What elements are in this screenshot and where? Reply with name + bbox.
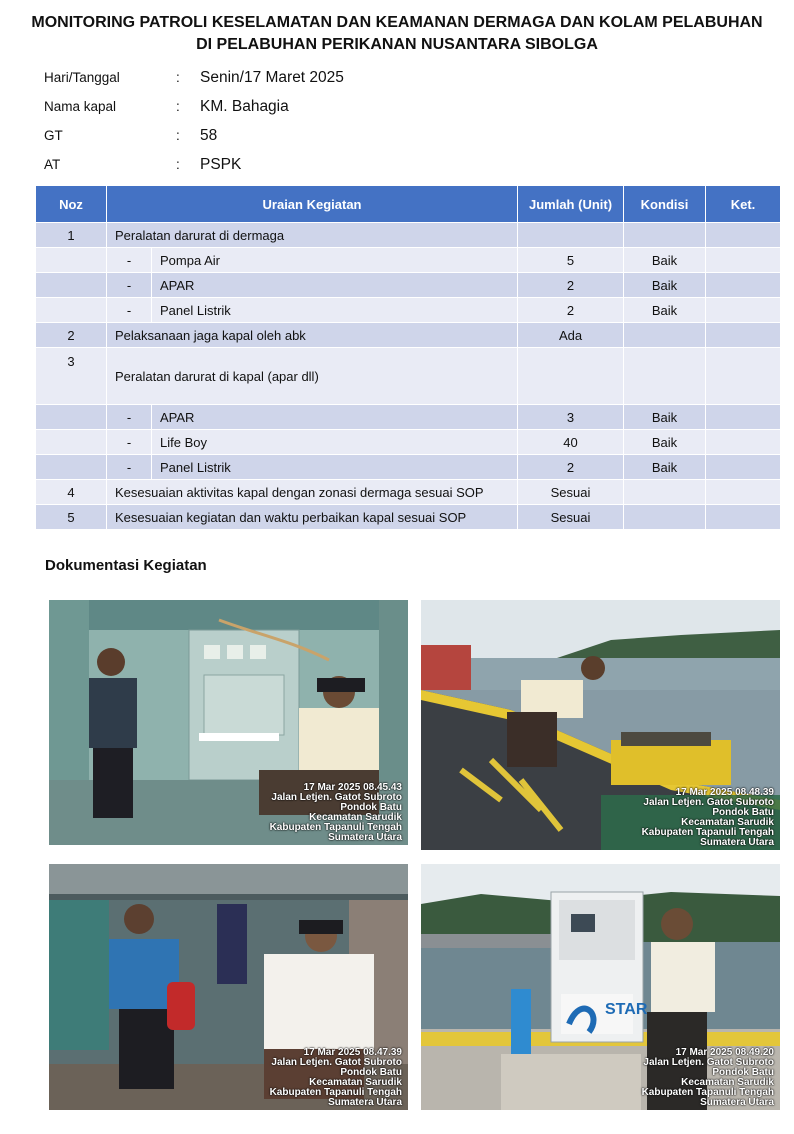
cell-jumlah: 2 [518, 298, 624, 323]
cell-kondisi [624, 323, 706, 348]
photo-timestamp-stamp [642, 788, 774, 848]
table-row [36, 323, 781, 348]
info-value: KM. Bahagia [200, 98, 289, 115]
cell-no [36, 298, 107, 323]
stamp-line: Sumatera Utara [328, 1097, 402, 1108]
cell-item: Kesesuaian kegiatan dan waktu perbaikan kapal sesuai SOP [107, 505, 518, 530]
info-label: GT [44, 128, 63, 143]
stamp-line: Kecamatan Sarudik [309, 812, 402, 823]
stamp-line: Sumatera Utara [700, 837, 774, 848]
cell-jumlah: 2 [518, 455, 624, 480]
cell-kondisi: Baik [624, 273, 706, 298]
stamp-line: 17 Mar 2025 08.47.39 [303, 1047, 402, 1058]
cell-no [36, 248, 107, 273]
cell-jumlah: Ada [518, 323, 624, 348]
stamp-line: Kecamatan Sarudik [309, 1077, 402, 1088]
stamp-line: Pondok Batu [340, 802, 402, 813]
header-jumlah: Jumlah (Unit) [518, 186, 624, 223]
info-label: AT [44, 157, 61, 172]
cell-jumlah: 2 [518, 273, 624, 298]
table-row [36, 430, 781, 455]
cell-dash: - [107, 430, 152, 455]
cell-kondisi: Baik [624, 298, 706, 323]
stamp-line: Pondok Batu [712, 1067, 774, 1078]
info-colon: : [176, 128, 180, 143]
cell-no [36, 455, 107, 480]
table-row [36, 248, 781, 273]
photo-timestamp-stamp [270, 783, 402, 843]
table-row [36, 505, 781, 530]
stamp-line: Jalan Letjen. Gatot Subroto [643, 797, 774, 808]
cell-no: 4 [36, 480, 107, 505]
cell-no [36, 430, 107, 455]
cell-no [36, 405, 107, 430]
title-line-2: DI PELABUHAN PERIKANAN NUSANTARA SIBOLGA [196, 36, 598, 53]
cell-ket [706, 223, 781, 248]
stamp-line: Kabupaten Tapanuli Tengah [641, 1087, 774, 1098]
info-colon: : [176, 99, 180, 114]
cell-item: Peralatan darurat di dermaga [107, 223, 518, 248]
cell-kondisi: Baik [624, 405, 706, 430]
cell-no [36, 273, 107, 298]
cell-kondisi [624, 505, 706, 530]
table-row [36, 273, 781, 298]
info-colon: : [176, 157, 180, 172]
photo-panel-inspection [49, 600, 408, 845]
cell-jumlah: Sesuai [518, 505, 624, 530]
cell-dash: - [107, 248, 152, 273]
photo-dock-power-panel [421, 864, 780, 1110]
stamp-line: Sumatera Utara [328, 832, 402, 843]
cell-dash: - [107, 273, 152, 298]
cell-ket [706, 505, 781, 530]
cell-ket [706, 298, 781, 323]
stamp-line: Sumatera Utara [700, 1097, 774, 1108]
documentation-heading: Dokumentasi Kegiatan [45, 557, 207, 574]
cell-kondisi [624, 223, 706, 248]
document-title [0, 12, 794, 56]
cell-item: Kesesuaian aktivitas kapal dengan zonasi dermaga sesuai SOP [107, 480, 518, 505]
cell-ket [706, 455, 781, 480]
stamp-line: Kabupaten Tapanuli Tengah [641, 827, 774, 838]
stamp-line: Pondok Batu [712, 807, 774, 818]
cell-item: Panel Listrik [152, 455, 518, 480]
photo-timestamp-stamp [270, 1048, 402, 1108]
info-label: Hari/Tanggal [44, 70, 120, 85]
cell-jumlah [518, 348, 624, 405]
cell-ket [706, 348, 781, 405]
cell-no: 3 [36, 348, 107, 405]
cell-kondisi: Baik [624, 430, 706, 455]
cell-no: 1 [36, 223, 107, 248]
cell-item: Peralatan darurat di kapal (apar dll) [107, 348, 518, 405]
table-row [36, 480, 781, 505]
table-row [36, 405, 781, 430]
header-no: Noz [36, 186, 107, 223]
sign-star-text: STAR [605, 1001, 648, 1018]
stamp-line: 17 Mar 2025 08.49.20 [675, 1047, 774, 1058]
cell-jumlah [518, 223, 624, 248]
title-line-1: MONITORING PATROLI KESELAMATAN DAN KEAMANAN DERMAGA DAN KOLAM PELABUHAN [31, 14, 763, 31]
cell-item: Pelaksanaan jaga kapal oleh abk [107, 323, 518, 348]
stamp-line: Kabupaten Tapanuli Tengah [269, 1087, 402, 1098]
cell-item: APAR [152, 273, 518, 298]
table-row [36, 348, 781, 405]
cell-ket [706, 405, 781, 430]
stamp-line: Jalan Letjen. Gatot Subroto [643, 1057, 774, 1068]
cell-jumlah: 5 [518, 248, 624, 273]
cell-no: 2 [36, 323, 107, 348]
cell-ket [706, 323, 781, 348]
table-header-row [36, 186, 781, 223]
table-row [36, 223, 781, 248]
cell-item: Panel Listrik [152, 298, 518, 323]
stamp-line: Pondok Batu [340, 1067, 402, 1078]
cell-ket [706, 273, 781, 298]
info-value: PSPK [200, 156, 242, 173]
cell-jumlah: 40 [518, 430, 624, 455]
activity-table [35, 185, 781, 530]
info-colon: : [176, 70, 180, 85]
cell-dash: - [107, 455, 152, 480]
cell-jumlah: 3 [518, 405, 624, 430]
photo-dock-pump [421, 600, 780, 850]
header-kondisi: Kondisi [624, 186, 706, 223]
cell-item: Pompa Air [152, 248, 518, 273]
cell-ket [706, 480, 781, 505]
cell-item: Life Boy [152, 430, 518, 455]
info-label: Nama kapal [44, 99, 117, 114]
table-row [36, 298, 781, 323]
stamp-line: Jalan Letjen. Gatot Subroto [271, 792, 402, 803]
stamp-line: 17 Mar 2025 08.48.39 [675, 787, 774, 798]
info-value: Senin/17 Maret 2025 [200, 69, 344, 86]
header-uraian: Uraian Kegiatan [107, 186, 518, 223]
cell-dash: - [107, 298, 152, 323]
cell-kondisi [624, 348, 706, 405]
info-value: 58 [200, 127, 218, 144]
header-ket: Ket. [706, 186, 781, 223]
stamp-line: Jalan Letjen. Gatot Subroto [271, 1057, 402, 1068]
stamp-line: Kabupaten Tapanuli Tengah [269, 822, 402, 833]
table-row [36, 455, 781, 480]
cell-ket [706, 430, 781, 455]
cell-jumlah: Sesuai [518, 480, 624, 505]
cell-ket [706, 248, 781, 273]
cell-no: 5 [36, 505, 107, 530]
photo-apar-check [49, 864, 408, 1110]
photo-timestamp-stamp [642, 1048, 774, 1108]
cell-dash: - [107, 405, 152, 430]
cell-kondisi [624, 480, 706, 505]
cell-kondisi: Baik [624, 455, 706, 480]
cell-kondisi: Baik [624, 248, 706, 273]
stamp-line: 17 Mar 2025 08.45.43 [303, 782, 402, 793]
stamp-line: Kecamatan Sarudik [681, 1077, 774, 1088]
cell-item: APAR [152, 405, 518, 430]
stamp-line: Kecamatan Sarudik [681, 817, 774, 828]
